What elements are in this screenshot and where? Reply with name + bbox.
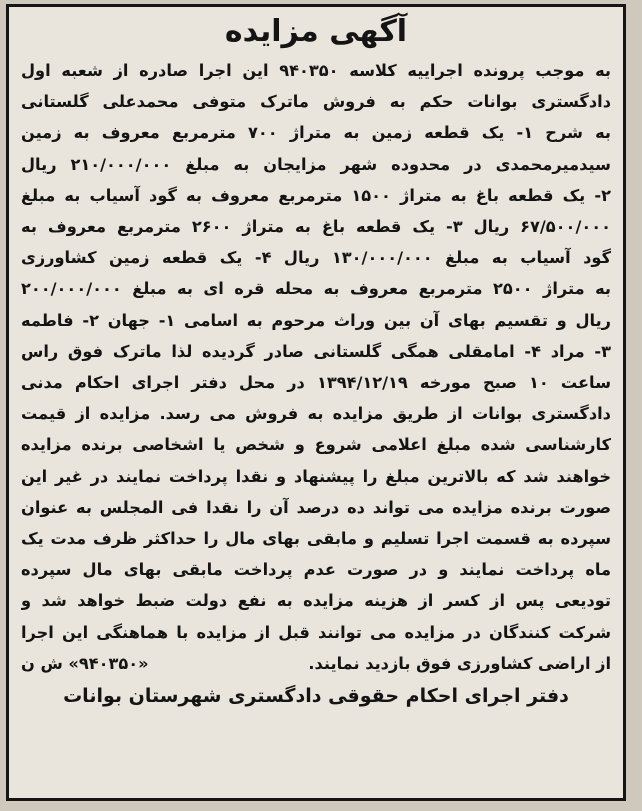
notice-line: ریال و تقسیم بهای آن بین وراث مرحوم به اسامی ۱- جهان ۲- فاطمه <box>21 310 611 330</box>
notice-line: سپرده به قسمت اجرا تسلیم و مابقی بهای مال را حداکثر ظرف مدت یک <box>21 529 611 549</box>
notice-line: گود آسیاب به مبلغ ۱۳۰/۰۰۰/۰۰۰ ریال ۴- یک قطعه زمین کشاورزی <box>21 248 611 268</box>
notice-line: ۶۷/۵۰۰/۰۰۰ ریال ۳- یک قطعه باغ به متراژ ۲۶۰۰ مترمربع معروف به <box>21 217 611 237</box>
notice-closing-row <box>21 648 611 679</box>
notice-title: آگهی مزایده <box>224 14 408 49</box>
notice-issuer: دفتر اجرای احکام حقوقی دادگستری شهرستان بوانات <box>63 685 569 708</box>
notice-line: ۲- یک قطعه باغ به متراژ ۱۵۰۰ مترمربع معروف به گود آسیاب به مبلغ <box>21 185 611 205</box>
notice-body <box>21 55 611 648</box>
notice-line: دادگستری بوانات حکم به فروش ماترک متوفی محمدعلی گلستانی <box>21 92 611 112</box>
notice-line: به متراژ ۲۵۰۰ مترمربع معروف به محله قره ای به مبلغ ۲۰۰/۰۰۰/۰۰۰ <box>21 279 611 299</box>
notice-line: ۳- مراد ۴- امامقلی همگی گلستانی صادر گردیده لذا ماترک فوق راس <box>21 341 611 361</box>
notice-line: ماه پرداخت نمایند و در صورت عدم پرداخت مابقی بهای مال سپرده <box>21 560 611 580</box>
notice-line: خواهند شد که بالاترین مبلغ را پیشنهاد و نقدا پرداخت نمایند در غیر این <box>21 466 611 486</box>
notice-line: به موجب پرونده اجراییه کلاسه ۹۴۰۳۵۰ این اجرا صادره از شعبه اول <box>21 61 611 80</box>
notice-line: سیدمیرمحمدی در محدوده شهر مزایجان به مبلغ ۲۱۰/۰۰۰/۰۰۰ ریال <box>21 154 611 174</box>
notice-line: به شرح ۱- یک قطعه زمین به متراژ ۷۰۰ مترمربع معروف به زمین <box>21 123 611 143</box>
notice-line: دادگستری بوانات از طریق مزایده به فروش می رسد. مزایده از قیمت <box>21 404 611 424</box>
notice-line: صورت برنده مزایده می تواند ده درصد آن را نقدا فی المجلس به عنوان <box>21 497 611 517</box>
notice-line: شرکت کنندگان در مزایده می توانند قبل از مزایده با هماهنگی این اجرا <box>21 622 611 642</box>
notice-line: ساعت ۱۰ صبح مورخه ۱۳۹۴/۱۲/۱۹ در محل دفتر اجرای احکام مدنی <box>21 373 611 393</box>
notice-last-line: از اراضی کشاورزی فوق بازدید نمایند. <box>308 653 611 673</box>
notice-line: تودیعی پس از کسر از هزینه مزایده به نفع دولت ضبط خواهد شد و <box>21 591 611 611</box>
auction-notice <box>6 4 626 801</box>
notice-code: «۹۴۰۳۵۰» ش ن <box>21 653 149 673</box>
notice-line: کارشناسی شده مبلغ اعلامی شروع و شخص یا اشخاصی برنده مزایده <box>21 435 611 455</box>
